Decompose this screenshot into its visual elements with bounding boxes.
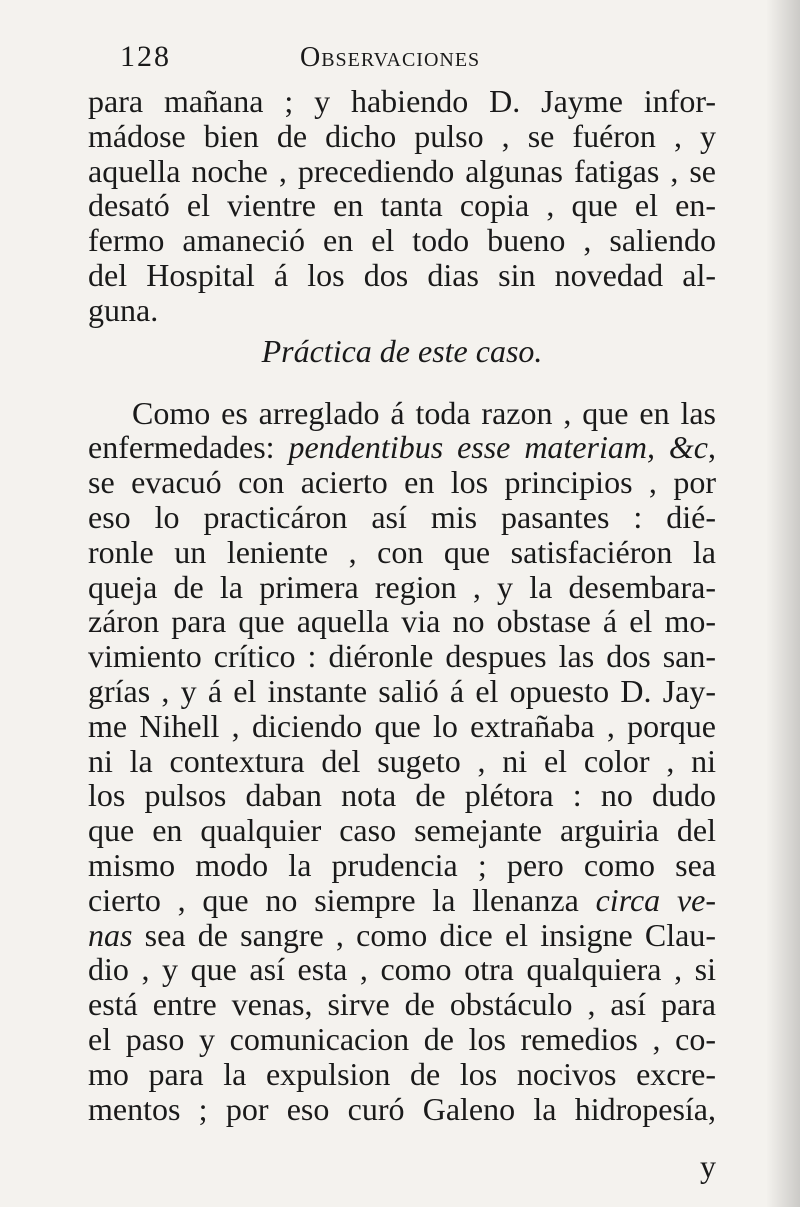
text-line: mo para la expulsion de los nocivos excre- bbox=[88, 1055, 716, 1092]
text-line bbox=[88, 883, 716, 918]
page-edge-shadow bbox=[766, 0, 800, 1207]
text-line: desató el vientre en tanta copia , que el en- bbox=[88, 187, 716, 224]
catchword: y bbox=[700, 1148, 716, 1184]
text-line: vimiento crítico : diéronle despues las dos san- bbox=[88, 638, 716, 675]
text-run: cierto , que no siempre la llenanza bbox=[88, 881, 596, 918]
text-line: aquella noche , precediendo algunas fatigas , se bbox=[88, 152, 716, 189]
text-line bbox=[88, 918, 716, 953]
text-line: mádose bien de dicho pulso , se fuéron , y bbox=[88, 117, 716, 154]
text-line: dio , y que así esta , como otra qualquiera , si bbox=[88, 951, 716, 988]
text-line: eso lo practicáron así mis pasantes : dié- bbox=[88, 498, 716, 535]
text-line: el paso y comunicacion de los remedios , co- bbox=[88, 1020, 716, 1057]
text-line: ronle un leniente , con que satisfaciéron la bbox=[88, 533, 716, 570]
text-line: los pulsos daban nota de plétora : no dudo bbox=[88, 777, 716, 814]
text-line: záron para que aquella via no obstase á el mo- bbox=[88, 603, 716, 640]
text-line: queja de la primera region , y la desembara- bbox=[88, 568, 716, 605]
text-run: sea de sangre , como dice el insigne Clau- bbox=[132, 916, 716, 953]
page-number: 128 bbox=[120, 40, 171, 73]
latin-phrase: nas bbox=[88, 916, 133, 953]
text-line: mentos ; por eso curó Galeno la hidropesía, bbox=[88, 1090, 716, 1127]
text-line: fermo amaneció en el todo bueno , saliendo bbox=[88, 222, 716, 259]
text-line: grías , y á el instante salió á el opuesto D. Jay- bbox=[88, 672, 716, 709]
text-line: Como es arreglado á toda razon , que en las bbox=[132, 394, 716, 431]
text-line: se evacuó con acierto en los principios , por bbox=[88, 464, 716, 501]
section-heading: Práctica de este caso. bbox=[261, 332, 543, 369]
text-line: para mañana ; y habiendo D. Jayme infor- bbox=[88, 83, 716, 119]
text-line: mismo modo la prudencia ; pero como sea bbox=[88, 846, 716, 883]
text-line: me Nihell , diciendo que lo extrañaba , porque bbox=[88, 707, 716, 744]
running-head: Observaciones bbox=[300, 42, 481, 73]
body-text bbox=[88, 84, 716, 1126]
text-line bbox=[88, 430, 716, 465]
text-line: que en qualquier caso semejante arguiria del bbox=[88, 812, 716, 849]
text-line: ni la contextura del sugeto , ni el color , ni bbox=[88, 742, 716, 779]
latin-phrase: pendentibus esse materiam, &c bbox=[288, 429, 709, 466]
page-header bbox=[120, 40, 740, 84]
text-line: del Hospital á los dos dias sin novedad al- bbox=[88, 256, 716, 293]
latin-phrase: circa ve- bbox=[595, 881, 717, 918]
text-line: guna. bbox=[88, 291, 159, 328]
text-line: está entre venas, sirve de obstáculo , así para bbox=[88, 986, 716, 1023]
text-run: enfermedades: bbox=[88, 429, 289, 466]
text-run: , bbox=[708, 429, 717, 466]
